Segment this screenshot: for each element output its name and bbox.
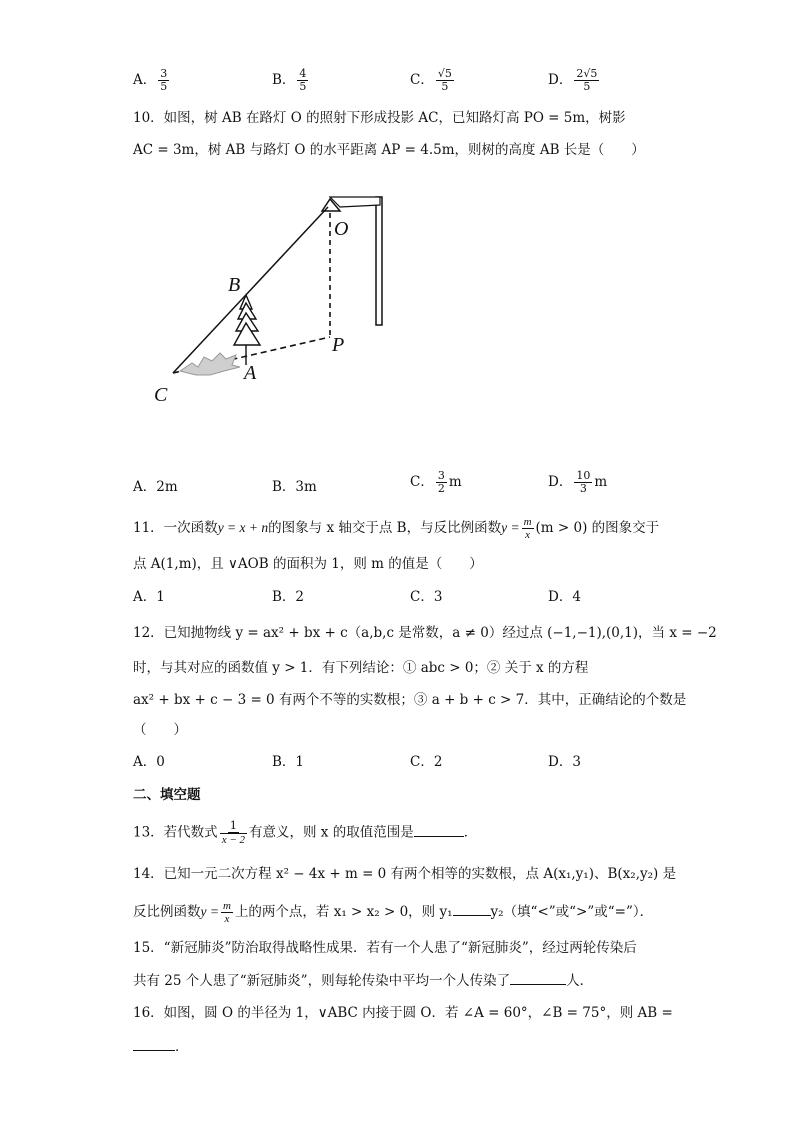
q11-option-d[interactable]: D．4 bbox=[548, 589, 581, 605]
q9-option-a[interactable]: A． $\frac{3}{5}$ bbox=[133, 67, 168, 93]
q12-option-c[interactable]: C．2 bbox=[410, 754, 443, 770]
q11-option-c[interactable]: C．3 bbox=[410, 589, 443, 605]
lamp-pole bbox=[376, 197, 382, 325]
q16-stem-line2: ． bbox=[133, 1036, 189, 1057]
q10-option-c[interactable]: C． $\frac{3}{2}$ m bbox=[410, 469, 462, 495]
q11-option-b[interactable]: B．2 bbox=[272, 589, 305, 605]
q9-option-d[interactable]: D． $\frac{2√5}{5}$ bbox=[548, 67, 598, 93]
q12-stem-line3: ax² + bx + c − 3 = 0 有两个不等的实数根；③ a + b + c > 7．其中，正确结论的个数是 bbox=[133, 692, 687, 708]
q12-option-b[interactable]: B．1 bbox=[272, 754, 305, 770]
q13-stem: 13．若代数式 $\frac{1}{x - 2}$ 有意义，则 x 的取值范围是 ． bbox=[133, 819, 478, 846]
q14-stem-line2: 反比例函数y = $\frac{m}{x}$ 上的两个点，若 x₁ > x₂ > 0，则 y₁ y₂（填“<”或“>”或“=”）． bbox=[133, 900, 654, 925]
q10-stem-line1: 10．如图，树 AB 在路灯 O 的照射下形成投影 AC，已知路灯高 PO = 5m，树影 bbox=[133, 110, 626, 126]
label-c: C bbox=[154, 384, 168, 406]
ray-co bbox=[173, 207, 328, 373]
label-o: O bbox=[334, 218, 349, 240]
q10-option-b[interactable]: B．3m bbox=[272, 479, 317, 495]
q11-stem-line2: 点 A(1,m)，且 ∨AOB 的面积为 1，则 m 的值是（ ） bbox=[133, 556, 483, 572]
q12-stem-line2: 时，与其对应的函数值 y > 1．有下列结论：① abc > 0；② 关于 x 的方程 bbox=[133, 660, 589, 676]
q12-option-a[interactable]: A．0 bbox=[133, 754, 165, 770]
q12-stem-line4: （ ） bbox=[133, 722, 187, 738]
lamp-arm bbox=[330, 197, 380, 207]
q10-figure bbox=[140, 185, 410, 415]
label-p: P bbox=[332, 334, 345, 356]
q15-stem-line1: 15．“新冠肺炎”防治取得战略性成果．若有一个人患了“新冠肺炎”，经过两轮传染后 bbox=[133, 940, 637, 956]
q16-answer-blank[interactable] bbox=[133, 1036, 175, 1051]
q10-stem-line2: AC = 3m，树 AB 与路灯 O 的水平距离 AP = 4.5m，则树的高度 AB 长是（ ） bbox=[133, 142, 645, 158]
q11-option-a[interactable]: A．1 bbox=[133, 589, 165, 605]
q14-stem-line1: 14．已知一元二次方程 x² − 4x + m = 0 有两个相等的实数根，点 A(x₁,y₁)、B(x₂,y₂) 是 bbox=[133, 866, 677, 882]
q10-option-a[interactable]: A．2m bbox=[133, 479, 178, 495]
q15-stem-line2: 共有 25 个人患了“新冠肺炎”，则每轮传染中平均一个人传染了 人． bbox=[133, 970, 593, 991]
q15-answer-blank[interactable] bbox=[510, 970, 566, 985]
label-a: A bbox=[244, 362, 257, 384]
q12-option-d[interactable]: D．3 bbox=[548, 754, 581, 770]
section-title-fill-blank: 二、填空题 bbox=[133, 787, 201, 803]
q13-answer-blank[interactable] bbox=[414, 822, 464, 837]
q16-stem-line1: 16．如图，圆 O 的半径为 1，∨ABC 内接于圆 O．若 ∠A = 60°，∠B = 75°，则 AB = bbox=[133, 1005, 673, 1021]
label-b: B bbox=[228, 274, 241, 296]
q9-option-c[interactable]: C． $\frac{√5}{5}$ bbox=[410, 67, 452, 93]
q14-answer-blank[interactable] bbox=[453, 901, 491, 916]
q10-option-d[interactable]: D． $\frac{10}{3}$ m bbox=[548, 469, 608, 495]
q11-stem-line1: 11．一次函数y = x + n的图象与 x 轴交于点 B，与反比例函数y = $\frac{m}{x}$ (m > 0) 的图象交于 bbox=[133, 516, 660, 541]
q12-stem-line1: 12．已知抛物线 y = ax² + bx + c（a,b,c 是常数，a ≠ 0）经过点 (−1,−1),(0,1)，当 x = −2 bbox=[133, 625, 717, 641]
q9-option-b[interactable]: B． $\frac{4}{5}$ bbox=[272, 67, 307, 93]
